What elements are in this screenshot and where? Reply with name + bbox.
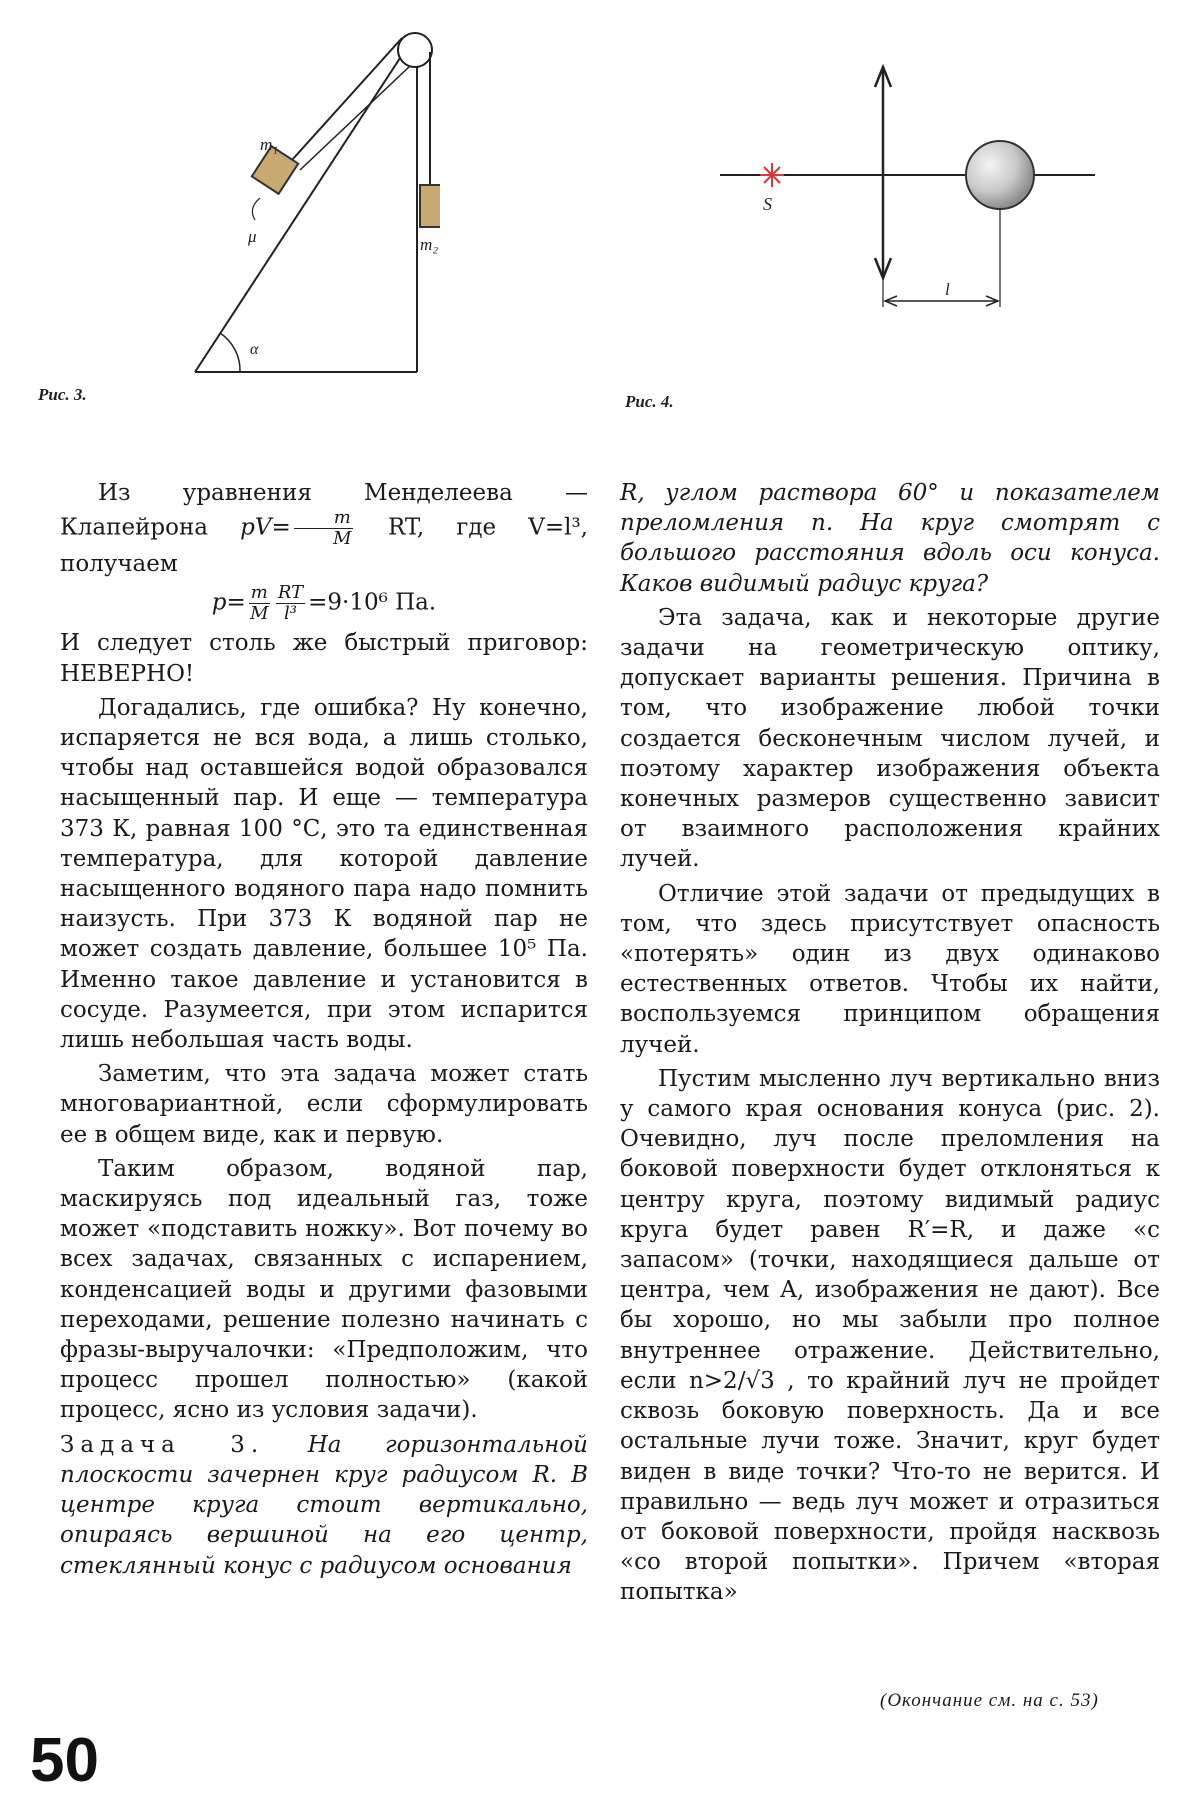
paragraph-ray-reversal: Пустим мысленно луч вертикально вниз у самого края основания конуса (рис. 2). Очевидно, луч после преломления на боковой поверхности будет отклоняться к центру круга, поэтому видимый радиус круга будет равен R′=R, и даже «с запасом» (точки, находящиеся дальше от центра, чем A, изображения не дают). Все бы хорошо, но мы забыли про полное внутреннее отражение. Действительно, если n>2/√3 , то крайний луч не пройдет сквозь боковую поверхность. Да и все остальные лучи тоже. Значит, круг будет виден в виде точки? Что-то не верится. И правильно — ведь луч может и отразиться от боковой поверхности, пройдя насквозь «со второй попытки». Причем «вторая попытка»: [620, 1065, 1160, 1606]
fig3-label-mu: μ: [248, 227, 257, 246]
formula-lhs: pV=: [240, 514, 291, 541]
formula-p: p=: [211, 589, 246, 616]
paragraph-task-3: [60, 1430, 588, 1581]
fraction-numerator: m: [250, 582, 268, 604]
page-number: 50: [30, 1726, 99, 1795]
pressure-formula: [60, 583, 588, 624]
fig4-label-source: S: [763, 194, 772, 214]
left-column: [60, 478, 588, 1585]
formula-rhs: RT, где V=l³, получаем: [60, 514, 588, 578]
paragraph-multivariant: Заметим, что эта задача может стать многовариантной, если сформулировать ее в общем виде, как и первую.: [60, 1061, 588, 1148]
fraction-numerator: RT: [277, 582, 304, 604]
figure-4-lens-sphere: [700, 45, 1120, 325]
fig3-label-m1: m₁: [260, 135, 279, 154]
paragraph-difference: Отличие этой задачи от предыдущих в том, что здесь присутствует опасность «потерять» один из двух одинаково естественных ответов. Чтобы их найти, воспользуемся принципом обращения лучей.: [620, 880, 1160, 1058]
fraction-denominator: M: [333, 528, 352, 550]
continuation-note: (Окончание см. на с. 53): [880, 1690, 1099, 1711]
text-run: Из уравнения Менделеева — Клапейрона: [60, 480, 588, 541]
fig3-label-alpha: α: [250, 341, 259, 358]
fraction-RT-over-l3: [276, 583, 305, 624]
figure-3-incline-pulley: [180, 20, 440, 380]
fraction-m-over-M-2: [249, 583, 270, 624]
fraction-numerator: m: [294, 508, 353, 529]
fig3-label-m2: m₂: [420, 235, 439, 254]
task-text: На горизонтальной плоскости зачернен круг радиусом R. В центре круга стоит вертикально, опираясь вершиной на его центр, стеклянный конус с радиусом основания: [60, 1431, 588, 1579]
paragraph-water-vapor: Таким образом, водяной пар, маскируясь под идеальный газ, тоже может «подставить ножку». Вот почему во всех задачах, связанных с испарением, конденсацией воды и другими фазовыми переходами, решение полезно начинать с фразы-выручалочки: «Предположим, что процесс прошел полностью» (какой процесс, ясно из условия задачи).: [60, 1155, 588, 1424]
paragraph-variants: Эта задача, как и некоторые другие задачи на геометрическую оптику, допускает варианты решения. Причина в том, что изображение любой точки создается бесконечным числом лучей, и поэтому характер изображения объекта конечных размеров существенно зависит от взаимного расположения крайних лучей.: [620, 604, 1160, 873]
paragraph-clapeyron: [60, 478, 588, 579]
paragraph-task-3-continued: R, углом раствора 60° и показателем преломления n. На круг смотрят с большого расстояния вдоль оси конуса. Каков видимый радиус круга?: [620, 480, 1160, 597]
paragraph-error-explanation: Догадались, где ошибка? Ну конечно, испаряется не вся вода, а лишь столько, чтобы над оставшейся водой образовался насыщенный пар. И еще — температура 373 К, равная 100 °С, это та единственная температура, для которой давление насыщенного водяного пара надо помнить наизусть. При 373 К водяной пар не может создать давление, большее 10⁵ Па. Именно такое давление и установится в сосуде. Разумеется, при этом испарится лишь небольшая часть воды.: [60, 694, 588, 1054]
fig4-label-distance: l: [945, 280, 950, 299]
fraction-m-over-M: [294, 508, 353, 549]
paragraph-verdict: И следует столь же быстрый приговор: НЕВЕРНО!: [60, 630, 588, 687]
fraction-denominator: M: [250, 603, 269, 625]
right-column: [620, 478, 1160, 1612]
formula-result: =9·10⁶ Па.: [308, 589, 437, 616]
task-label: Задача 3.: [60, 1431, 265, 1458]
fraction-denominator: l³: [283, 603, 297, 625]
figure-4-caption: Рис. 4.: [625, 392, 674, 411]
figure-3-caption: Рис. 3.: [38, 385, 87, 404]
